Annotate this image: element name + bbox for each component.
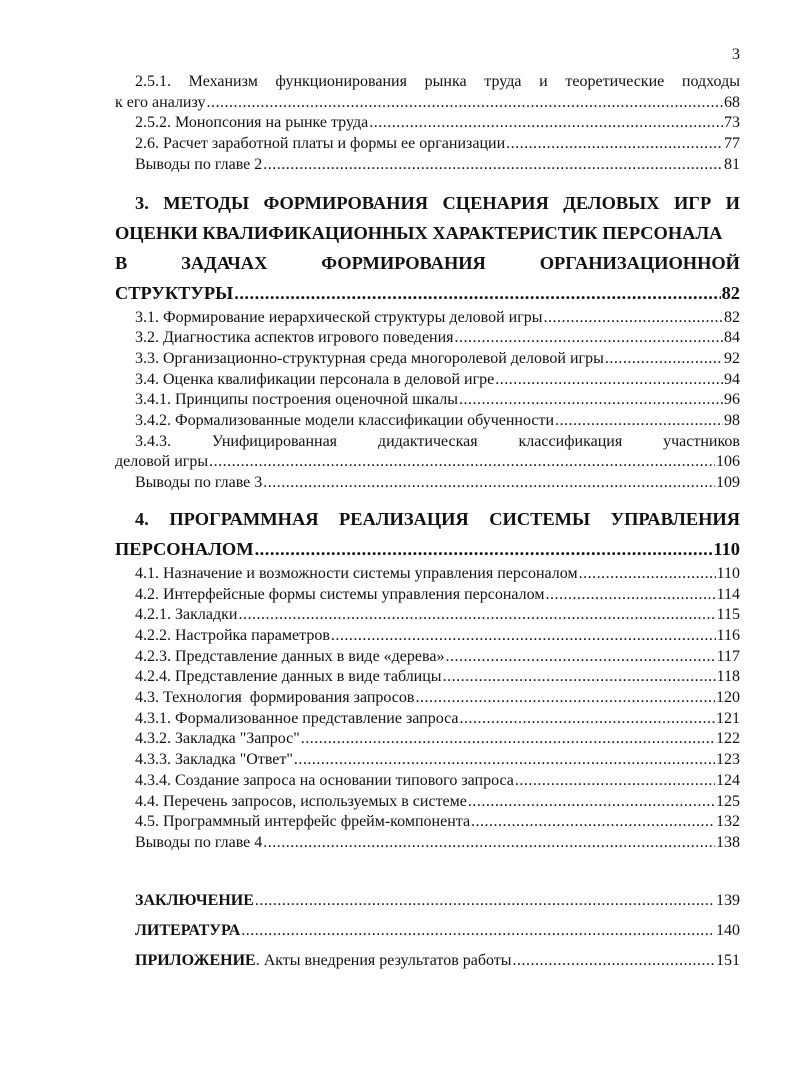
word: РЕАЛИЗАЦИЯ (339, 508, 469, 529)
dot-leader (255, 886, 715, 916)
page-number: 3 (732, 46, 740, 63)
chapter-3-heading-line1 (115, 188, 740, 218)
word: 4. (135, 508, 149, 529)
dot-leader (443, 667, 716, 688)
toc-entry-title: 4.2.3. Представление данных в виде «дерева» (135, 647, 445, 665)
toc-entry (115, 729, 740, 750)
toc-entry (115, 626, 740, 647)
toc-entry-page: 81 (724, 155, 740, 173)
toc-entry (115, 113, 740, 134)
toc-entry-title: 4.1. Назначение и возможности системы управления персоналом (135, 564, 578, 582)
toc-entry-title: 3.4. Оценка квалификации персонала в деловой игре (135, 370, 495, 388)
word: функционирования (275, 73, 407, 90)
toc-entry (115, 605, 740, 626)
dot-leader (513, 946, 715, 976)
toc-entry-title: 3.4.2. Формализованные модели классификации обученности (135, 412, 555, 430)
table-of-contents (115, 72, 740, 976)
word: ДЕЛОВЫХ (563, 192, 660, 213)
toc-entry-page: 82 (724, 308, 740, 326)
dot-leader (545, 585, 715, 606)
toc-entry (115, 473, 740, 494)
word: 3.4.3. (135, 432, 171, 450)
toc-entry (115, 328, 740, 349)
toc-entry-page: 73 (724, 114, 740, 132)
toc-entry-title: 4.3. Технология формирования запросов (135, 689, 415, 707)
word: ФОРМИРОВАНИЯ (321, 252, 486, 273)
toc-entry-title: ПЕРСОНАЛОМ (115, 538, 254, 559)
toc-entry (115, 411, 740, 432)
toc-entry-conclusion (115, 886, 740, 916)
toc-entry-title: 4.4. Перечень запросов, используемых в системе (135, 792, 467, 810)
dot-leader (460, 709, 715, 730)
toc-entry (115, 564, 740, 585)
word: ИГР (673, 192, 712, 213)
dot-leader (241, 916, 715, 946)
word: 2.5.1. (135, 73, 171, 90)
dot-leader (263, 155, 723, 176)
toc-entry-page: 98 (724, 412, 740, 430)
toc-entry-title: 2.5.2. Монопсония на рынке труда (135, 114, 369, 132)
toc-entry-page: 110 (713, 538, 740, 559)
dot-leader (471, 812, 715, 833)
word: ПРОГРАММНАЯ (169, 508, 319, 529)
toc-entry (115, 812, 740, 833)
toc-entry-page: 121 (716, 709, 740, 727)
toc-entry (115, 647, 740, 668)
toc-entry-title: СТРУКТУРЫ (115, 282, 234, 303)
word: УПРАВЛЕНИЯ (610, 508, 740, 529)
toc-entry-page: 106 (716, 453, 740, 471)
dot-leader (301, 729, 715, 750)
toc-entry-page: 84 (724, 329, 740, 347)
dot-leader (255, 534, 713, 564)
toc-entry (115, 667, 740, 688)
toc-entry-page: 109 (716, 474, 740, 492)
toc-entry-page: 139 (716, 891, 740, 909)
word: В (115, 252, 128, 273)
word: и (539, 73, 548, 90)
chapter-3-heading-line4 (115, 278, 740, 308)
dot-leader (605, 349, 723, 370)
word: Механизм (188, 73, 258, 90)
toc-entry-page: 122 (716, 730, 740, 748)
toc-entry-title: 4.2.2. Настройка параметров (135, 626, 330, 644)
dot-leader (544, 308, 723, 329)
toc-entry-page: 115 (716, 606, 740, 624)
toc-entry-page: 116 (716, 626, 740, 644)
word: СЦЕНАРИЯ (442, 192, 549, 213)
toc-entry-page: 151 (716, 951, 740, 969)
toc-entry-page: 123 (716, 751, 740, 769)
toc-entry-2-5-1-line1 (115, 72, 740, 93)
toc-entry-page: 92 (724, 349, 740, 367)
toc-entry-title: Выводы по главе 4 (135, 833, 263, 851)
toc-entry (115, 709, 740, 730)
toc-entry-page: 140 (716, 921, 740, 939)
chapter-3-heading-line2: ОЦЕНКИ КВАЛИФИКАЦИОННЫХ ХАРАКТЕРИСТИК ПЕРСОНАЛА (115, 222, 723, 243)
dot-leader (206, 93, 723, 114)
dot-leader (369, 113, 723, 134)
toc-entry-page: 120 (716, 689, 740, 707)
toc-entry (115, 833, 740, 854)
dot-leader (294, 750, 715, 771)
toc-entry-page: 68 (724, 93, 740, 111)
toc-entry-page: 132 (716, 813, 740, 831)
toc-entry (115, 688, 740, 709)
toc-entry (115, 771, 740, 792)
dot-leader (515, 771, 715, 792)
dot-leader (331, 626, 716, 647)
toc-entry-title: ЗАКЛЮЧЕНИЕ (135, 891, 254, 909)
toc-entry-title: 4.3.2. Закладка "Запрос" (135, 730, 300, 748)
dot-leader (238, 605, 715, 626)
chapter-4-heading-line1 (115, 504, 740, 534)
toc-entry-title: 2.6. Расчет заработной платы и формы ее организации (135, 135, 506, 153)
toc-entry-page: 82 (721, 282, 740, 303)
word: классификация (518, 432, 623, 450)
toc-entry-title: 3.2. Диагностика аспектов игрового поведения (135, 329, 454, 347)
word: СИСТЕМЫ (489, 508, 591, 529)
dot-leader (555, 411, 723, 432)
toc-entry-appendix (115, 946, 740, 976)
toc-entry-page: 118 (716, 668, 740, 686)
dot-leader (234, 278, 720, 308)
toc-entry-3-4-3-line1 (115, 432, 740, 453)
toc-entry-title: 4.2.4. Представление данных в виде таблицы (135, 668, 442, 686)
word: участников (663, 432, 740, 450)
toc-entry-page: 114 (716, 585, 740, 603)
dot-leader (415, 688, 715, 709)
dot-leader (263, 833, 715, 854)
chapter-3-heading-line3 (115, 248, 740, 278)
toc-entry (115, 308, 740, 329)
word: Унифицированная (211, 432, 338, 450)
toc-entry-title: деловой игры (115, 453, 209, 471)
toc-entry-page: 138 (716, 833, 740, 851)
chapter-4-heading-line2 (115, 534, 740, 564)
dot-leader (495, 370, 723, 391)
word: труда (484, 73, 522, 90)
toc-entry (115, 134, 740, 155)
word: ФОРМИРОВАНИЯ (263, 192, 429, 213)
toc-entry-page: 77 (724, 135, 740, 153)
toc-entry-title: Выводы по главе 3 (135, 474, 263, 492)
word: рынка (424, 73, 467, 90)
dot-leader (506, 134, 723, 155)
toc-entry-title: ПРИЛОЖЕНИЕ (135, 951, 256, 969)
word: дидактическая (377, 432, 478, 450)
dot-leader (579, 564, 716, 585)
dot-leader (455, 328, 723, 349)
toc-entry-subtitle: . Акты внедрения результатов работы (255, 951, 512, 969)
toc-entry-2-5-1-line2 (115, 93, 740, 114)
word: теоретические (565, 73, 665, 90)
dot-leader (263, 473, 715, 494)
word: 3. (135, 192, 149, 213)
toc-entry-page: 125 (716, 792, 740, 810)
toc-entry-title: 3.1. Формирование иерархической структуры деловой игры (135, 308, 543, 326)
word: ОРГАНИЗАЦИОННОЙ (539, 252, 740, 273)
toc-entry-literature (115, 916, 740, 946)
toc-entry-title: 3.4.1. Принципы построения оценочной шкалы (135, 391, 458, 409)
word: МЕТОДЫ (163, 192, 249, 213)
toc-entry-page: 117 (716, 647, 740, 665)
toc-entry-title: 4.2. Интерфейсные формы системы управления персоналом (135, 585, 545, 603)
dot-leader (445, 647, 715, 668)
word: ЗАДАЧАХ (181, 252, 268, 273)
toc-entry-page: 124 (716, 771, 740, 789)
toc-entry-page: 96 (724, 391, 740, 409)
toc-entry-title: 4.2.1. Закладки (135, 606, 238, 624)
word: И (725, 192, 740, 213)
toc-entry-title: 3.3. Организационно-структурная среда многоролевой деловой игры (135, 349, 604, 367)
dot-leader (209, 452, 715, 473)
toc-entry (115, 792, 740, 813)
toc-entry (115, 349, 740, 370)
toc-entry-title: 4.5. Программный интерфейс фрейм-компонента (135, 813, 471, 831)
toc-entry-title: Выводы по главе 2 (135, 155, 263, 173)
toc-entry (115, 750, 740, 771)
toc-entry-title: 4.3.4. Создание запроса на основании типового запроса (135, 771, 514, 789)
toc-entry-3-4-3-line2 (115, 452, 740, 473)
toc-entry (115, 585, 740, 606)
dot-leader (468, 792, 715, 813)
toc-entry-title: 4.3.3. Закладка "Ответ" (135, 751, 293, 769)
toc-entry (115, 390, 740, 411)
toc-entry-title: 4.3.1. Формализованное представление запроса (135, 709, 459, 727)
dot-leader (459, 390, 723, 411)
toc-entry (115, 155, 740, 176)
toc-entry-title: к его анализу (115, 93, 206, 111)
word: подходы (681, 73, 740, 90)
toc-entry-title: ЛИТЕРАТУРА (135, 921, 241, 939)
toc-entry-page: 110 (716, 564, 740, 582)
toc-entry-page: 94 (724, 370, 740, 388)
toc-entry (115, 370, 740, 391)
